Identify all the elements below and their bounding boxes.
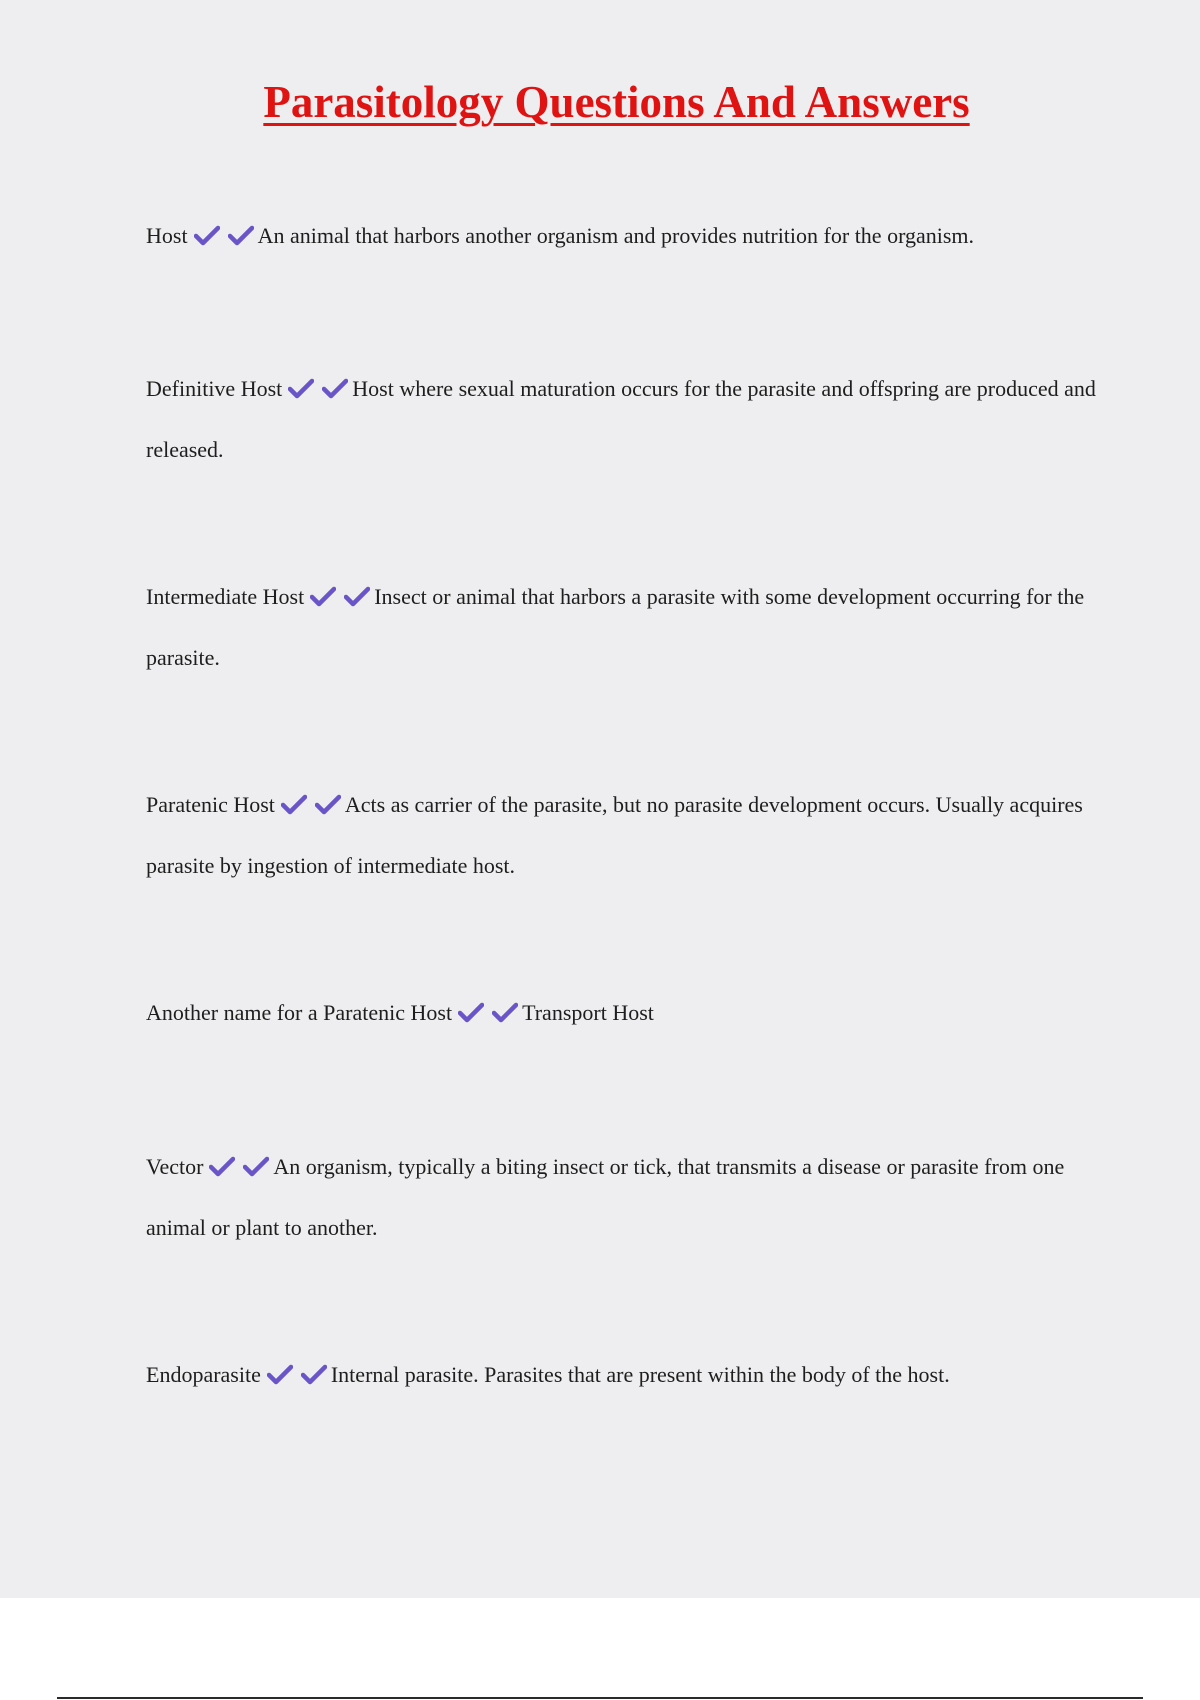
term: Another name for a Paratenic Host [146,1000,453,1025]
definition: Transport Host [522,1000,654,1025]
definition: An organism, typically a biting insect or tick, that transmits a disease or parasite from one animal or plant to another. [146,1154,1065,1240]
qa-entry [146,1344,1096,1405]
checkmark-icon [288,378,314,400]
definition: Insect or animal that harbors a parasite with some development occurring for the parasite. [146,584,1085,670]
qa-entry [146,205,1096,266]
term: Definitive Host [146,376,283,401]
checkmark-icon [458,1002,484,1024]
qa-entry [146,774,1096,896]
footer-divider [57,1697,1143,1699]
term: Paratenic Host [146,792,275,817]
checkmark-icon [194,225,220,247]
qa-entry [146,982,1096,1043]
term: Vector [146,1154,204,1179]
checkmark-icon [301,1364,327,1386]
checkmark-icon [228,225,254,247]
qa-entry [146,358,1096,480]
checkmark-icon [310,586,336,608]
checkmark-icon [281,794,307,816]
checkmark-icon [267,1364,293,1386]
checkmark-icon [315,794,341,816]
definition: Host where sexual maturation occurs for the parasite and offspring are produced and released. [146,376,1096,462]
term: Intermediate Host [146,584,305,609]
qa-entry [146,566,1096,688]
term: Endoparasite [146,1362,261,1387]
term: Host [146,223,188,248]
document-title: Parasitology Questions And Answers [263,77,970,127]
checkmark-icon [243,1156,269,1178]
definition: An animal that harbors another organism and provides nutrition for the organism. [257,223,975,248]
checkmark-icon [209,1156,235,1178]
checkmark-icon [344,586,370,608]
checkmark-icon [322,378,348,400]
qa-entry [146,1136,1096,1258]
definition: Internal parasite. Parasites that are present within the body of the host. [330,1362,950,1387]
checkmark-icon [492,1002,518,1024]
definition: Acts as carrier of the parasite, but no parasite development occurs. Usually acquires parasite by ingestion of intermediate host. [146,792,1083,878]
